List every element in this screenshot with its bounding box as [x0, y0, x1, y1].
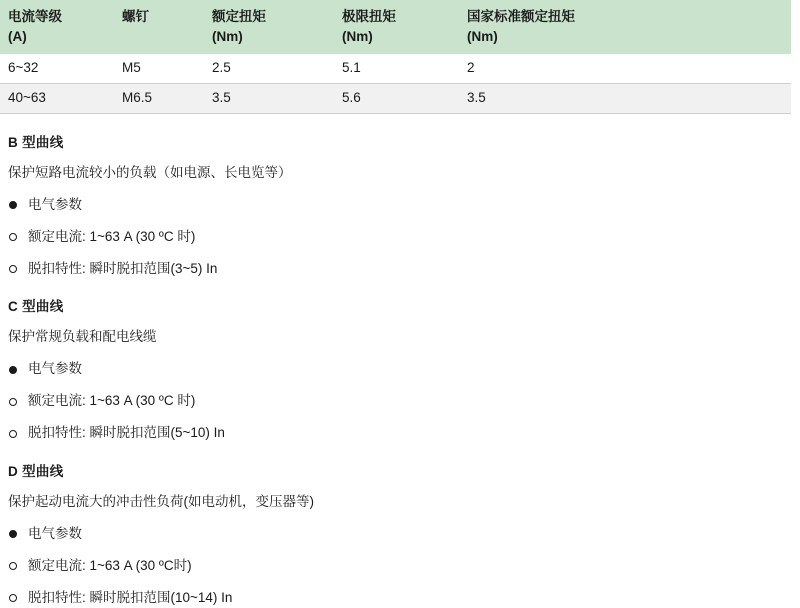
table-row	[0, 54, 791, 83]
list-item	[8, 260, 800, 279]
table-cell: 2.5	[204, 54, 334, 83]
column-header-screw	[114, 0, 204, 54]
table-cell: 3.5	[459, 84, 791, 114]
list-item	[8, 392, 800, 411]
list-item-label: 脱扣特性: 瞬时脱扣范围(3~5) In	[28, 260, 218, 276]
table-cell: M5	[114, 54, 204, 83]
list-item-label: 脱扣特性: 瞬时脱扣范围(10~14) In	[28, 589, 233, 605]
section-bullet-list	[8, 196, 800, 279]
hollow-bullet-icon	[9, 594, 17, 602]
filled-bullet-icon	[9, 366, 17, 374]
table-cell: M6.5	[114, 84, 204, 114]
list-item	[8, 228, 800, 247]
filled-bullet-icon	[9, 201, 17, 209]
table-cell: 2	[459, 54, 791, 83]
list-item-label: 电气参数	[28, 361, 82, 377]
table-cell: 5.6	[334, 84, 459, 114]
list-item-label: 电气参数	[28, 196, 82, 212]
filled-bullet-icon	[9, 530, 17, 538]
section-curve-d	[8, 460, 800, 608]
list-item	[8, 589, 800, 608]
column-header-line2: (A)	[8, 28, 27, 44]
column-header-line1: 极限扭矩	[342, 9, 396, 24]
list-item-label: 额定电流: 1~63 A (30 ºC 时)	[28, 228, 196, 244]
table-cell: 6~32	[0, 54, 114, 83]
table-cell: 3.5	[204, 84, 334, 114]
hollow-bullet-icon	[9, 233, 17, 241]
list-item-label: 脱扣特性: 瞬时脱扣范围(5~10) In	[28, 425, 225, 441]
list-item	[8, 196, 800, 215]
section-curve-b	[8, 131, 800, 279]
hollow-bullet-icon	[9, 562, 17, 570]
section-title: D 型曲线	[8, 464, 64, 480]
list-item-label: 电气参数	[28, 525, 82, 541]
column-header-limit-torque	[334, 0, 459, 54]
table-cell: 5.1	[334, 54, 459, 83]
table-header-row	[0, 0, 791, 54]
list-item-label: 额定电流: 1~63 A (30 ºC 时)	[28, 393, 196, 409]
column-header-line1: 电流等级	[8, 9, 62, 24]
curve-sections	[0, 131, 800, 608]
list-item	[8, 424, 800, 443]
list-item	[8, 360, 800, 379]
column-header-line1: 额定扭矩	[212, 9, 266, 24]
table-row	[0, 84, 791, 114]
section-description: 保护起动电流大的冲击性负荷(如电动机，变压器等)	[8, 494, 314, 510]
column-header-current-rating	[0, 0, 114, 54]
column-header-line2: (Nm)	[467, 28, 498, 44]
list-item-label: 额定电流: 1~63 A (30 ºC时)	[28, 557, 192, 573]
list-item	[8, 557, 800, 576]
hollow-bullet-icon	[9, 398, 17, 406]
section-bullet-list	[8, 525, 800, 608]
section-curve-c	[8, 295, 800, 443]
column-header-national-standard-torque	[459, 0, 791, 54]
section-description: 保护短路电流较小的负载（如电源、长电览等）	[8, 164, 292, 180]
table-cell: 40~63	[0, 84, 114, 114]
column-header-line2: (Nm)	[212, 28, 243, 44]
column-header-rated-torque	[204, 0, 334, 54]
section-description: 保护常规负载和配电线缆	[8, 329, 157, 345]
column-header-line2: (Nm)	[342, 28, 373, 44]
hollow-bullet-icon	[9, 265, 17, 273]
list-item	[8, 525, 800, 544]
column-header-line1: 螺钉	[122, 9, 149, 24]
section-bullet-list	[8, 360, 800, 443]
column-header-line1: 国家标准额定扭矩	[467, 9, 575, 24]
section-title: C 型曲线	[8, 299, 64, 315]
torque-spec-table	[0, 0, 791, 114]
section-title: B 型曲线	[8, 134, 64, 150]
hollow-bullet-icon	[9, 430, 17, 438]
